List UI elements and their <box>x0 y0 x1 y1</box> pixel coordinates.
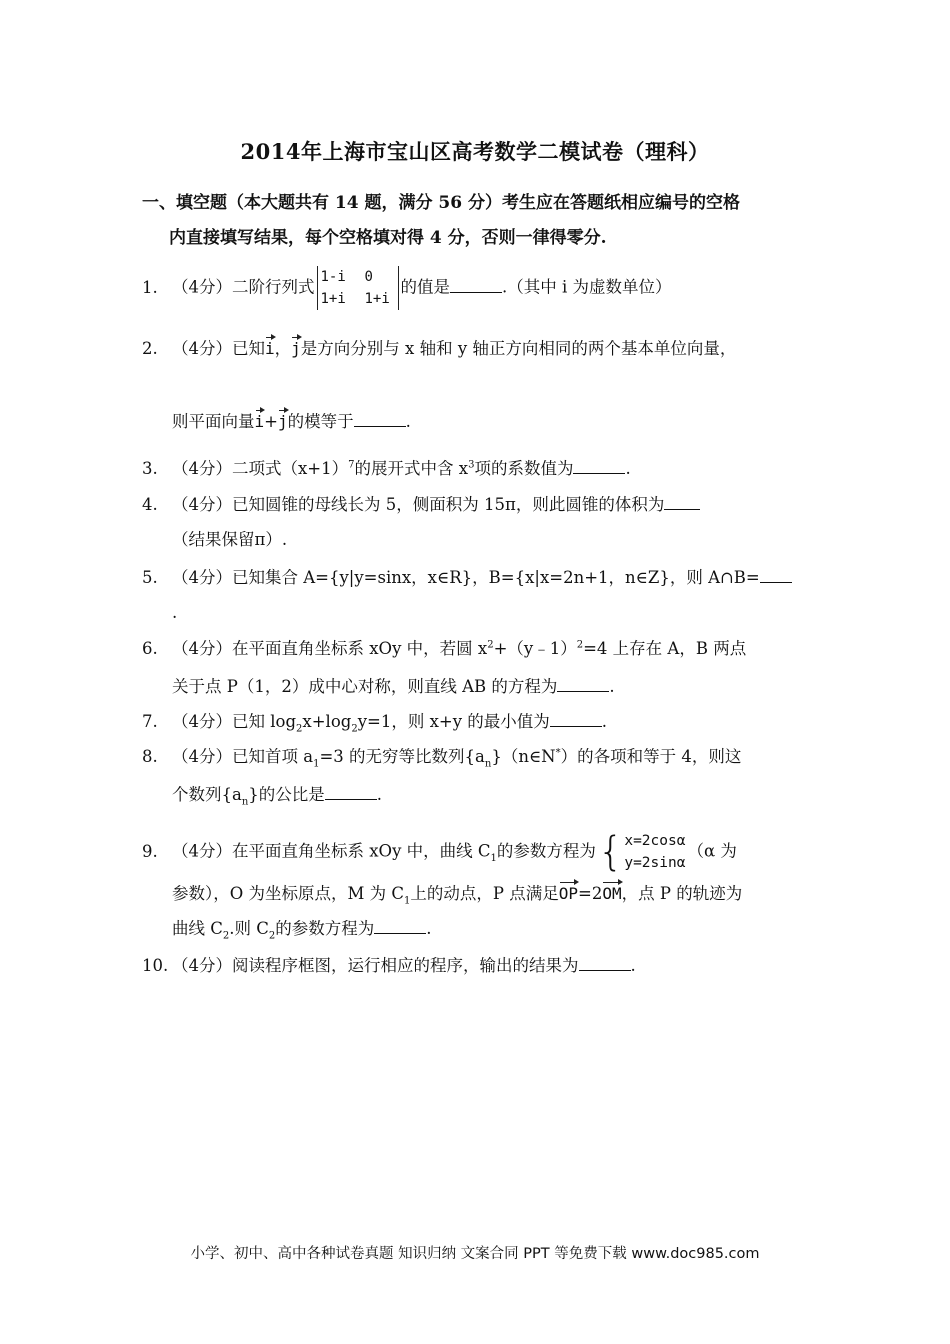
question-8 <box>142 746 741 768</box>
det-c: 1+i <box>320 291 346 307</box>
answer-blank[interactable] <box>325 783 377 800</box>
question-text: =4 上存在 A，B 两点 <box>583 639 747 658</box>
question-text: .则 C <box>229 919 269 938</box>
question-9 <box>142 830 737 874</box>
vector-om: OM <box>602 880 621 902</box>
question-1 <box>142 266 672 310</box>
question-2 <box>142 335 736 360</box>
question-9-line3 <box>172 917 432 940</box>
vector-j: j <box>291 335 301 357</box>
question-text: 的参数方程为 <box>275 919 375 938</box>
subscript: 2 <box>222 930 230 942</box>
answer-blank[interactable] <box>760 566 792 583</box>
det-a: 1-i <box>320 269 346 285</box>
answer-blank[interactable] <box>550 710 602 727</box>
exponent: 2 <box>487 639 494 651</box>
question-text: 关于点 P（1，2）成中心对称，则直线 AB 的方程为 <box>172 677 558 696</box>
subscript: 1 <box>404 895 411 907</box>
question-number: 1. <box>142 277 158 297</box>
subscript: n <box>241 796 249 808</box>
parametric-system <box>598 830 686 874</box>
question-text: +（y﹣1） <box>493 639 577 658</box>
question-text: =3 的无穷等比数列{a <box>319 747 485 766</box>
question-text: . <box>601 712 608 731</box>
exponent: 3 <box>468 459 475 471</box>
question-text: ，点 P 的轨迹为 <box>621 884 743 903</box>
answer-blank[interactable] <box>557 675 609 692</box>
det-b: 0 <box>364 269 373 285</box>
answer-blank[interactable] <box>450 276 502 293</box>
subscript: 1 <box>490 852 497 864</box>
question-text: y=1，则 x+y 的最小值为 <box>357 712 550 731</box>
question-5-line2: . <box>172 603 178 622</box>
question-text: + <box>264 412 278 431</box>
vector-i: i <box>255 408 265 430</box>
page-title: 2014年上海市宝山区高考数学二模试卷（理科） <box>240 139 710 164</box>
answer-blank[interactable] <box>664 493 700 510</box>
question-text: 个数列{a <box>172 785 242 804</box>
question-number: 3. <box>142 459 158 478</box>
question-4-line2: （结果保留π）. <box>172 530 288 549</box>
question-text: （4分）二阶行列式 <box>172 277 315 297</box>
vector-j: j <box>278 408 288 430</box>
question-9-line2 <box>172 880 742 905</box>
question-number: 2. <box>142 339 158 358</box>
exponent: * <box>555 747 561 759</box>
question-text: ， <box>274 339 292 358</box>
subscript: n <box>484 758 492 770</box>
question-text: 是方向分别与 x 轴和 y 轴正方向相同的两个基本单位向量， <box>300 339 737 358</box>
question-text: （4分）阅读程序框图，运行相应的程序，输出的结果为 <box>172 956 579 975</box>
question-number: 10. <box>142 956 169 975</box>
question-text: 的模等于 <box>287 412 354 431</box>
answer-blank[interactable] <box>374 917 426 934</box>
question-text: （4分）已知 log <box>172 712 297 731</box>
question-text: . <box>609 677 615 696</box>
question-2-line2 <box>172 408 411 433</box>
question-text: . <box>426 919 432 938</box>
question-text: . <box>625 459 631 478</box>
question-7 <box>142 710 607 733</box>
question-number: 5. <box>142 568 158 587</box>
question-text: 上的动点，P 点满足 <box>410 884 559 903</box>
question-text: （4分）已知集合 A={y|y=sinx，x∈R}，B={x|x=2n+1，n∈Z}，则 A∩B= <box>172 568 760 587</box>
question-text: .（其中 i 为虚数单位） <box>502 277 672 297</box>
subscript: 2 <box>268 930 276 942</box>
question-text: 的展开式中含 x <box>354 459 469 478</box>
question-text: （4分）在平面直角坐标系 xOy 中，曲线 C <box>172 841 491 861</box>
question-4 <box>142 493 700 516</box>
question-text: （4分）已知 <box>172 339 265 358</box>
question-text: . <box>405 412 411 431</box>
question-text: 曲线 C <box>172 919 223 938</box>
subscript: 1 <box>313 758 320 770</box>
page-footer: 小学、初中、高中各种试卷真题 知识归纳 文案合同 PPT 等免费下载 www.doc985.com <box>190 1246 760 1262</box>
question-text: . <box>376 785 383 804</box>
question-number: 4. <box>142 495 158 514</box>
question-text: 参数），O 为坐标原点，M 为 C <box>172 884 405 903</box>
question-8-line2 <box>172 783 382 806</box>
equation-x: x=2cosα <box>624 833 686 849</box>
question-5 <box>142 566 792 589</box>
section-heading-line2: 内直接填写结果，每个空格填对得 4 分，否则一律得零分. <box>169 228 607 248</box>
subscript: 2 <box>351 723 358 735</box>
det-d: 1+i <box>364 291 390 307</box>
question-10 <box>142 954 636 977</box>
question-text: 的参数方程为 <box>496 841 596 861</box>
question-6 <box>142 638 746 660</box>
left-brace-icon: { <box>597 829 624 875</box>
section-heading <box>142 186 822 256</box>
question-text: 则平面向量 <box>172 412 255 431</box>
question-text: （4分）已知首项 a <box>172 747 314 766</box>
question-text: x+log <box>302 712 352 731</box>
question-text: }的公比是 <box>248 785 325 804</box>
vector-i: i <box>265 335 275 357</box>
vector-op: OP <box>559 880 578 902</box>
question-6-line2 <box>172 675 615 698</box>
question-number: 7. <box>142 712 158 731</box>
question-text: （4分）在平面直角坐标系 xOy 中，若圆 x <box>172 639 488 658</box>
question-text: . <box>630 956 636 975</box>
question-text: （4分）二项式（x+1） <box>172 459 349 478</box>
question-number: 8. <box>142 747 158 766</box>
question-number: 6. <box>142 639 158 658</box>
answer-blank[interactable] <box>579 954 631 971</box>
exponent: 2 <box>576 639 584 651</box>
determinant-matrix <box>317 266 399 310</box>
question-text: =2 <box>578 884 603 903</box>
question-number: 9. <box>142 841 158 861</box>
question-text: }（n∈N <box>491 747 556 766</box>
question-3 <box>142 457 631 480</box>
subscript: 2 <box>296 723 303 735</box>
equation-y: y=2sinα <box>624 855 686 871</box>
question-text: 项的系数值为 <box>474 459 574 478</box>
answer-blank[interactable] <box>573 457 625 474</box>
section-heading-line1: 一、填空题（本大题共有 14 题，满分 56 分）考生应在答题纸相应编号的空格 <box>142 193 740 213</box>
exponent: 7 <box>348 459 355 471</box>
question-text: 的值是 <box>400 277 450 297</box>
question-text: （4分）已知圆锥的母线长为 5，侧面积为 15π，则此圆锥的体积为 <box>172 495 665 514</box>
question-text: ）的各项和等于 4，则这 <box>560 747 742 766</box>
answer-blank[interactable] <box>354 410 406 427</box>
question-text: （α 为 <box>687 841 737 861</box>
